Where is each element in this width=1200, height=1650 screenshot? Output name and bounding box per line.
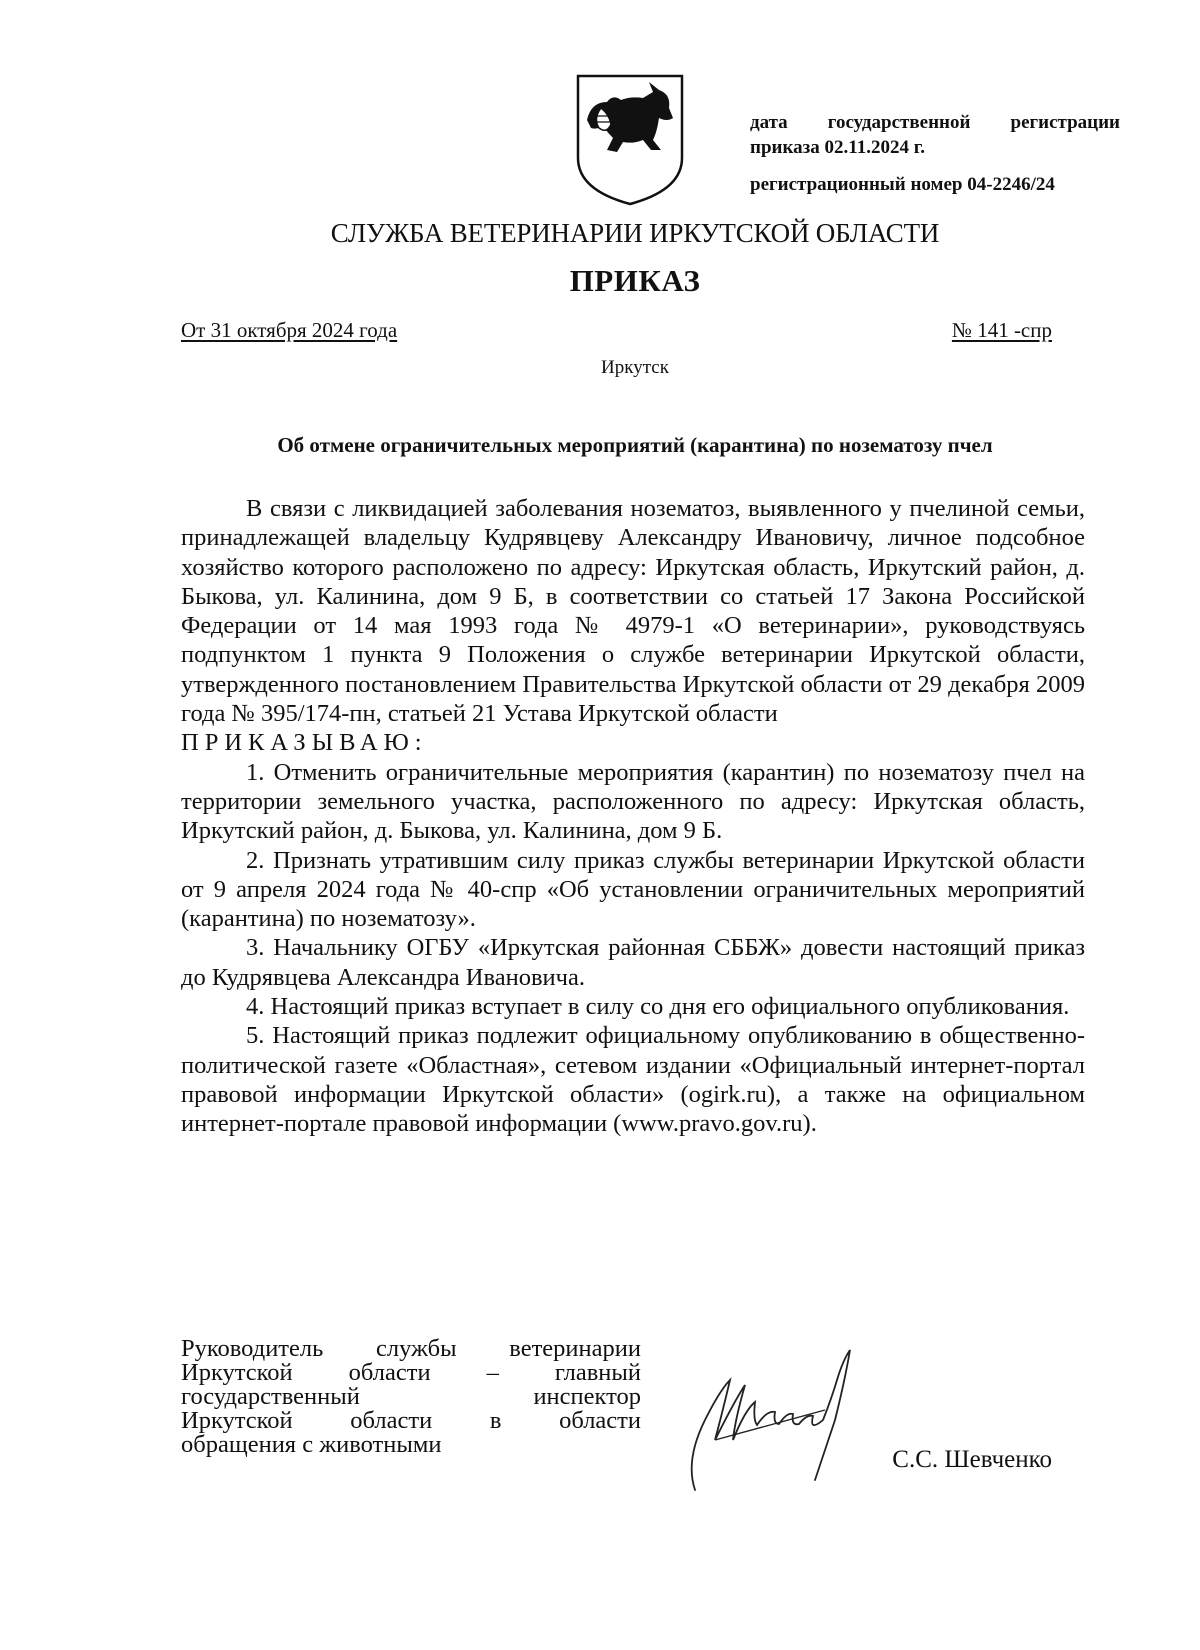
agency-title: СЛУЖБА ВЕТЕРИНАРИИ ИРКУТСКОЙ ОБЛАСТИ (330, 218, 940, 248)
position-line: Иркутской области – главный (181, 1359, 641, 1386)
position-line: Иркутской области в области (181, 1407, 641, 1434)
order-item: 2. Признать утратившим силу приказ службы ветеринарии Иркутской области от 9 апреля 2024 года № 40-спр «Об установлении ограничительных мероприятий (карантина) по нозематозу». (181, 846, 1085, 933)
position-line: обращения с животными (181, 1431, 442, 1458)
registration-date: дата государственной регистрации приказа 02.11.2024 г. (750, 112, 1120, 158)
document-type: ПРИКАЗ (569, 263, 701, 298)
order-item: 5. Настоящий приказ подлежит официальному опубликованию в общественно-политической газете «Областная», сетевом издании «Официальный интернет-портал правовой информации Иркутской области» (ogirk.ru), а также на официальном интернет-портале правовой информации (www.pravo.gov.ru). (181, 1022, 1085, 1138)
order-item: 3. Начальнику ОГБУ «Иркутская районная СББЖ» довести настоящий приказ до Кудрявцева Александра Ивановича. (181, 934, 1085, 991)
registration-number: регистрационный номер 04-2246/24 (750, 174, 1055, 195)
order-city: Иркутск (601, 357, 669, 378)
signatory-position (181, 1337, 641, 1457)
order-body (181, 494, 1085, 1139)
order-item: 1. Отменить ограничительные мероприятия (карантин) по нозематозу пчел на территории земельного участка, расположенного по адресу: Иркутская область, Иркутский район, д. Быкова, ул. Калинина, дом 9 Б. (181, 758, 1085, 845)
directive-heading: ПРИКАЗЫВАЮ: (181, 729, 428, 757)
handwritten-signature (675, 1340, 895, 1500)
preamble-paragraph: В связи с ликвидацией заболевания нозематоз, выявленного у пчелиной семьи, принадлежащей владельцу Кудрявцеву Александру Ивановичу, личное подсобное хозяйство которого расположено по адресу: Иркутская область, Иркутский район, д. Быкова, ул. Калинина, дом 9 Б, в соответствии со статьей 17 Закона Российской Федерации от 14 мая 1993 года № 4979-1 «О ветеринарии», руководствуясь подпунктом 1 пункта 9 Положения о службе ветеринарии Иркутской области, утвержденного постановлением Правительства Иркутской области от 29 декабря 2009 года № 395/174-пн, статьей 21 Устава Иркутской области (181, 495, 1085, 728)
position-line: государственный инспектор (181, 1383, 641, 1410)
order-date: От 31 октября 2024 года (181, 318, 398, 342)
position-line: Руководитель службы ветеринарии (181, 1335, 641, 1362)
registration-info (750, 110, 1120, 197)
order-number: № 141 -спр (951, 318, 1052, 342)
order-item: 4. Настоящий приказ вступает в силу со дня его официального опубликования. (246, 993, 1070, 1021)
signatory-name: С.С. Шевченко (892, 1446, 1052, 1473)
order-subject: Об отмене ограничительных мероприятий (карантина) по нозематозу пчел (277, 433, 993, 457)
coat-of-arms-icon (573, 72, 687, 208)
